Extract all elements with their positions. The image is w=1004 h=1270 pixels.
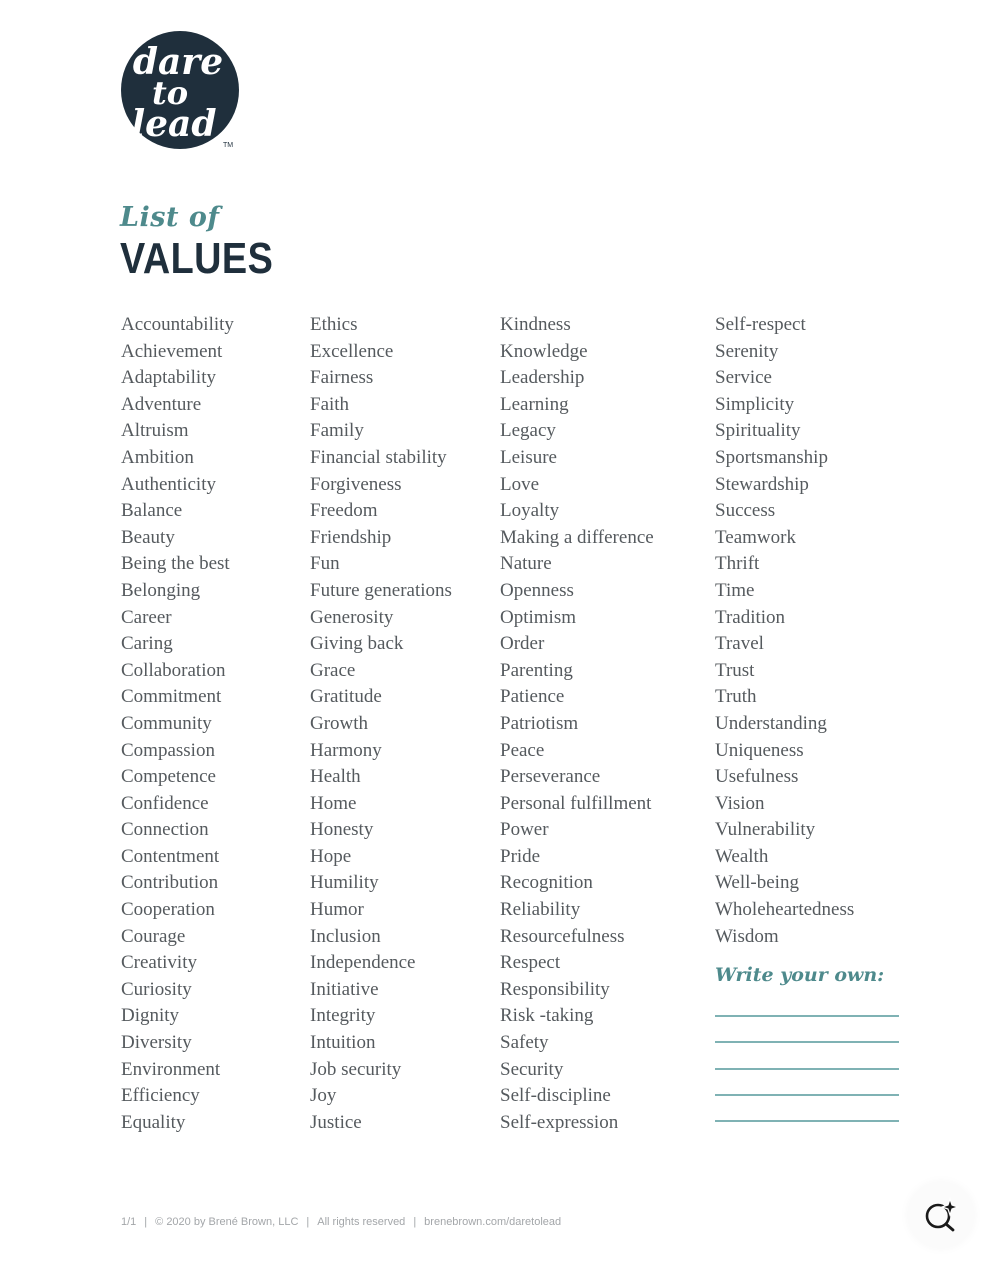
value-item: Equality [121, 1111, 186, 1133]
write-in-line-1[interactable] [715, 1015, 899, 1017]
value-item: Kindness [500, 314, 571, 335]
value-item: Self-discipline [500, 1085, 611, 1107]
value-item: Knowledge [500, 340, 588, 362]
value-item: Financial stability [310, 446, 447, 468]
value-item: Truth [715, 686, 757, 708]
value-item: Honesty [310, 819, 374, 841]
logo-word-dare: dare [132, 41, 224, 83]
value-item: Serenity [715, 340, 779, 362]
value-item: Thrift [715, 553, 760, 575]
value-item: Justice [310, 1111, 362, 1133]
value-item: Vision [715, 792, 765, 814]
value-item: Humor [310, 899, 364, 921]
value-item: Efficiency [121, 1085, 200, 1107]
value-item: Sportsmanship [715, 446, 828, 468]
value-item: Balance [121, 500, 183, 522]
value-item: Growth [310, 712, 369, 734]
value-item: Curiosity [121, 978, 192, 1000]
value-item: Nature [500, 553, 552, 575]
value-item: Adventure [121, 393, 202, 415]
value-item: Trust [715, 659, 755, 681]
value-item: Wholeheartedness [715, 899, 855, 921]
value-item: Legacy [500, 420, 556, 442]
value-item: Competence [121, 766, 216, 788]
value-item: Environment [121, 1058, 221, 1080]
value-item: Security [500, 1058, 564, 1080]
value-item: Vulnerability [715, 819, 816, 841]
value-item: Confidence [121, 792, 209, 814]
value-item: Reliability [500, 899, 581, 921]
value-item: Well-being [715, 872, 799, 894]
sparkle-search-icon [923, 1197, 959, 1233]
footer-separator: | [306, 1216, 310, 1228]
value-item: Uniqueness [715, 739, 804, 761]
value-item: Order [500, 633, 545, 655]
value-item: Tradition [715, 606, 786, 628]
value-item: Contentment [121, 845, 220, 867]
value-item: Collaboration [121, 659, 226, 681]
value-item: Teamwork [715, 526, 796, 548]
value-item: Peace [500, 739, 545, 761]
write-in-line-3[interactable] [715, 1068, 899, 1070]
value-item: Giving back [310, 633, 404, 655]
value-item: Pride [500, 845, 541, 867]
value-item: Fun [310, 553, 340, 575]
value-item: Loyalty [500, 500, 560, 522]
value-item: Intuition [310, 1032, 376, 1054]
value-item: Respect [500, 952, 561, 974]
value-item: Inclusion [310, 925, 381, 947]
value-item: Understanding [715, 712, 827, 734]
value-item: Forgiveness [310, 473, 402, 495]
value-item: Grace [310, 659, 356, 681]
write-in-line-2[interactable] [715, 1041, 899, 1043]
value-item: Cooperation [121, 899, 215, 921]
value-item: Future generations [310, 579, 452, 601]
value-item: Beauty [121, 526, 175, 548]
logo-trademark: TM [222, 142, 234, 149]
value-item: Fairness [310, 367, 374, 389]
value-item: Gratitude [310, 686, 382, 708]
value-item: Resourcefulness [500, 925, 625, 947]
value-item: Responsibility [500, 978, 610, 1000]
value-item: Power [500, 819, 549, 841]
value-item: Faith [310, 393, 350, 415]
write-your-own-label: Write your own: [715, 964, 885, 986]
value-item: Connection [121, 819, 209, 841]
value-item: Diversity [121, 1032, 192, 1054]
value-item: Hope [310, 845, 352, 867]
value-item: Wealth [715, 845, 769, 867]
value-item: Parenting [500, 659, 573, 681]
value-item: Joy [310, 1085, 337, 1107]
write-in-line-4[interactable] [715, 1094, 899, 1096]
value-item: Openness [500, 579, 574, 601]
value-item: Recognition [500, 872, 593, 894]
logo-word-to: to [151, 74, 189, 112]
value-item: Friendship [310, 526, 392, 548]
value-item: Service [715, 367, 772, 389]
value-item: Spirituality [715, 420, 801, 442]
value-item: Achievement [121, 340, 223, 362]
value-item: Success [715, 500, 776, 522]
value-item: Self-expression [500, 1111, 619, 1133]
value-item: Courage [121, 925, 186, 947]
value-item: Leadership [500, 367, 585, 389]
value-item: Excellence [310, 340, 394, 362]
write-in-line-5[interactable] [715, 1120, 899, 1122]
value-item: Learning [500, 393, 569, 415]
logo-word-lead: lead [131, 103, 217, 145]
value-item: Generosity [310, 606, 394, 628]
value-item: Career [121, 606, 172, 628]
footer-page-number: 1/1 [121, 1216, 137, 1228]
value-item: Independence [310, 952, 416, 974]
value-item: Home [310, 792, 357, 814]
value-item: Being the best [121, 553, 230, 575]
value-item: Humility [310, 872, 379, 894]
value-item: Authenticity [121, 473, 216, 495]
ai-search-button[interactable] [908, 1182, 974, 1248]
value-item: Caring [121, 633, 173, 655]
values-column-3 [500, 312, 654, 1136]
value-item: Freedom [310, 500, 378, 522]
value-item: Love [500, 473, 540, 495]
dare-to-lead-logo [120, 30, 240, 150]
value-item: Optimism [500, 606, 577, 628]
values-column-1 [121, 312, 234, 1136]
value-item: Adaptability [121, 367, 216, 389]
value-item: Personal fulfillment [500, 792, 652, 814]
heading-values: VALUES [120, 234, 274, 283]
value-item: Accountability [121, 314, 234, 335]
value-item: Risk -taking [500, 1005, 594, 1027]
heading-list-of: List of [120, 202, 220, 233]
value-item: Usefulness [715, 766, 799, 788]
value-item: Travel [715, 633, 764, 655]
values-column-2 [310, 312, 452, 1136]
value-item: Self-respect [715, 314, 806, 335]
value-item: Initiative [310, 978, 379, 1000]
footer-separator: | [413, 1216, 417, 1228]
value-item: Integrity [310, 1005, 376, 1027]
value-item: Wisdom [715, 925, 779, 947]
value-item: Health [310, 766, 361, 788]
value-item: Creativity [121, 952, 197, 974]
value-item: Family [310, 420, 364, 442]
footer-separator: | [144, 1216, 148, 1228]
footer [121, 1216, 561, 1228]
value-item: Community [121, 712, 212, 734]
value-item: Leisure [500, 446, 557, 468]
value-item: Harmony [310, 739, 382, 761]
value-item: Ethics [310, 314, 358, 335]
footer-rights: All rights reserved [317, 1216, 406, 1228]
value-item: Patriotism [500, 712, 579, 734]
value-item: Belonging [121, 579, 201, 601]
value-item: Contribution [121, 872, 219, 894]
value-item: Altruism [121, 420, 189, 442]
value-item: Perseverance [500, 766, 601, 788]
value-item: Safety [500, 1032, 549, 1054]
footer-url[interactable]: brenebrown.com/daretolead [424, 1216, 562, 1228]
value-item: Ambition [121, 446, 194, 468]
value-item: Compassion [121, 739, 215, 761]
footer-copyright: © 2020 by Brené Brown, LLC [155, 1216, 299, 1228]
value-item: Making a difference [500, 526, 654, 548]
value-item: Simplicity [715, 393, 795, 415]
value-item: Job security [310, 1058, 402, 1080]
values-column-4 [715, 312, 854, 950]
value-item: Commitment [121, 686, 222, 708]
value-item: Patience [500, 686, 565, 708]
value-item: Stewardship [715, 473, 809, 495]
value-item: Time [715, 579, 755, 601]
value-item: Dignity [121, 1005, 180, 1027]
